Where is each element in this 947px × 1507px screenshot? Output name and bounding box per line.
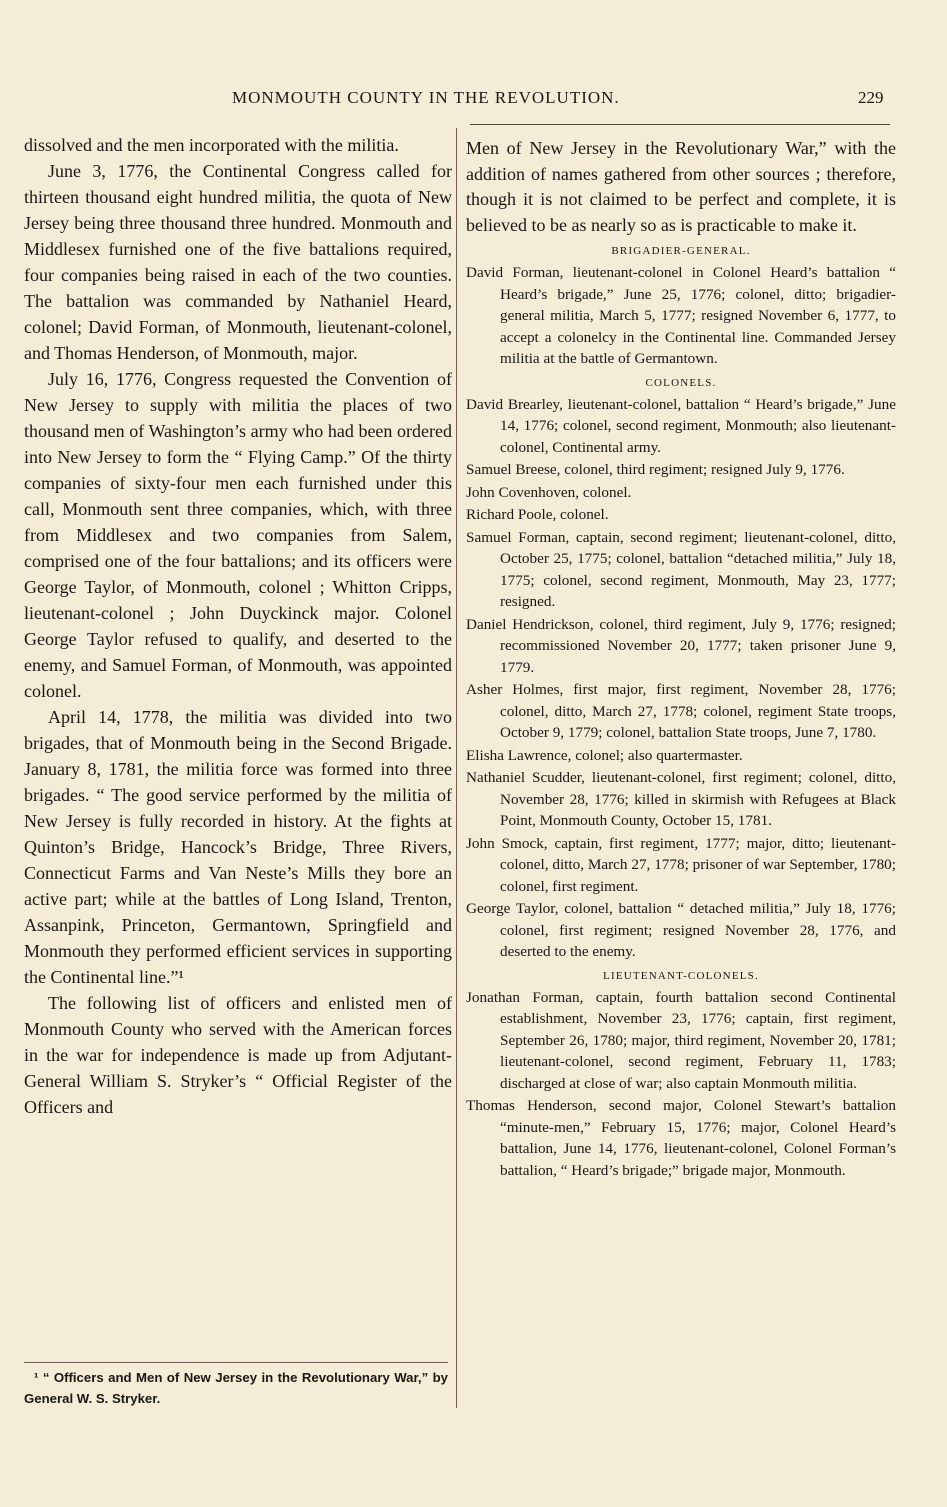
officer-entry: Nathaniel Scudder, lieutenant-colonel, first regiment; colonel, ditto, November 28, 1776; killed in skirmish with Refugees at Black Point, Monmouth County, October 15, 1781. — [466, 769, 896, 829]
officer-entry: Elisha Lawrence, colonel; also quartermaster. — [466, 746, 743, 764]
header-rule — [470, 124, 890, 125]
footnote-text: ¹ “ Officers and Men of New Jersey in the Revolutionary War,” by General W. S. Stryker. — [24, 1370, 448, 1406]
paragraph: April 14, 1778, the militia was divided into two brigades, that of Monmouth being in the Second Brigade. January 8, 1781, the militia force was formed into three brigades. “ The good service performed by the militia of New Jersey is fully recorded in history. At the fights at Quinton’s Bridge, Hancock’s Bridge, Three Rivers, Connecticut Farms and Van Neste’s Mills they bore an active part; while at the battles of Long Island, Trenton, Assanpink, Princeton, Germantown, Springfield and Monmouth they performed efficient services in supporting the Continental line.”¹ — [24, 707, 452, 987]
officer-entry: David Forman, lieutenant-colonel in Colonel Heard’s battalion “ Heard’s brigade,” June 25, 1776; colonel, ditto; brigadier-general militia, March 5, 1777; resigned November 6, 1777, to accept a colonelcy in the Continental line. Commanded Jersey militia at the battle of Germantown. — [466, 264, 896, 367]
section-heading-brigadier-general: BRIGADIER-GENERAL. — [611, 245, 751, 257]
page-number: 229 — [858, 88, 884, 107]
section-heading-lieutenant-colonels: LIEUTENANT-COLONELS. — [603, 969, 759, 982]
running-title: MONMOUTH COUNTY IN THE REVOLUTION. — [232, 88, 620, 107]
paragraph: dissolved and the men incorporated with the militia. — [24, 135, 399, 155]
column-divider — [456, 128, 457, 1408]
officer-entry: Richard Poole, colonel. — [466, 506, 609, 523]
paragraph: July 16, 1776, Congress requested the Convention of New Jersey to supply with militia the places of two thousand men of Washington’s army who had been ordered into New Jersey to form the “ Flying Camp.” Of the thirty companies of sixty-four men each furnished under this call, Monmouth sent three companies, which, with three from Middlesex and two companies from Salem, comprised one of the four battalions; and its officers were George Taylor, of Monmouth, colonel ; Whitton Cripps, lieutenant-colonel ; John Duyckinck major. Colonel George Taylor refused to qualify, and deserted to the enemy, and Samuel Forman, of Monmouth, was appointed colonel. — [24, 369, 452, 701]
officer-entry: John Covenhoven, colonel. — [466, 483, 632, 501]
intro-paragraph: Men of New Jersey in the Revolutionary War,” with the addition of names gathered from other sources ; therefore, though it is not claimed to be perfect and complete, it is believed to be as nearly so as is practicable to make it. — [466, 138, 896, 235]
paragraph: June 3, 1776, the Continental Congress called for thirteen thousand eight hundred militia, the quota of New Jersey being three thousand three hundred. Monmouth and Middlesex furnished one of the five battalions required, four companies being raised in each of the two counties. The battalion was commanded by Nathaniel Heard, colonel; David Forman, of Monmouth, lieutenant-colonel, and Thomas Henderson, of Monmouth, major. — [24, 161, 452, 363]
officer-entry: Jonathan Forman, captain, fourth battalion second Continental establishment, November 23, 1776; captain, first regiment, September 26, 1780; major, third regiment, November 20, 1781; lieutenant-colonel, second regiment, February 11, 1783; discharged at close of war; also captain Monmouth militia. — [466, 988, 896, 1092]
officer-entry: Thomas Henderson, second major, Colonel Stewart’s battalion “minute-men,” February 15, 1776; major, Colonel Heard’s battalion, June 14, 1776, lieutenant-colonel, Colonel Forman’s battalion, “ Heard’s brigade;” brigade major, Monmouth. — [466, 1097, 896, 1179]
officer-entry: Samuel Breese, colonel, third regiment; resigned July 9, 1776. — [466, 461, 845, 478]
officer-entry: Asher Holmes, first major, first regiment, November 28, 1776; colonel, ditto, March 27, 1778; colonel, regiment State troops, October 9, 1779; colonel, battalion State troops, June 7, 1780. — [466, 681, 896, 741]
left-column — [24, 132, 452, 1120]
officer-entry: Samuel Forman, captain, second regiment; lieutenant-colonel, ditto, October 25, 1775; colonel, battalion “detached militia,” July 18, 1775; colonel, second regiment, Monmouth, May 23, 1777; resigned. — [466, 528, 896, 610]
footnote — [24, 1362, 448, 1409]
officer-entry: David Brearley, lieutenant-colonel, battalion “ Heard’s brigade,” June 14, 1776; colonel, second regiment, Monmouth; also lieutenant-colonel, Continental army. — [466, 395, 896, 456]
page-header — [0, 88, 947, 112]
officer-entry: Daniel Hendrickson, colonel, third regiment, July 9, 1776; resigned; recommissioned November 20, 1777; taken prisoner June 9, 1779. — [466, 615, 896, 676]
officer-entry: George Taylor, colonel, battalion “ detached militia,” July 18, 1776; colonel, first regiment; resigned November 28, 1776, and deserted to the enemy. — [466, 900, 896, 960]
right-column — [466, 136, 896, 1182]
section-heading-colonels: COLONELS. — [645, 376, 717, 389]
officer-entry: John Smock, captain, first regiment, 1777; major, ditto; lieutenant-colonel, ditto, March 27, 1778; prisoner of war September, 1780; colonel, first regiment. — [466, 834, 896, 895]
paragraph: The following list of officers and enlisted men of Monmouth County who served with the American forces in the war for independence is made up from Adjutant-General William S. Stryker’s “ Official Register of the Officers and — [24, 993, 452, 1117]
